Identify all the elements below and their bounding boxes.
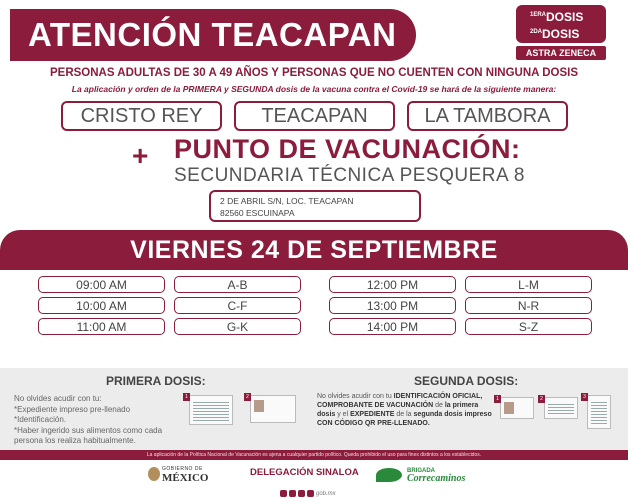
vaccine-badge: ASTRA ZENECA <box>516 46 606 60</box>
address-box <box>209 190 421 222</box>
brigada-correcaminos-logo: BRIGADA Correcaminos <box>407 468 466 484</box>
audience-text: PERSONAS ADULTAS DE 30 A 49 AÑOS Y PERSONAS QUE NO CUENTEN CON NINGUNA DOSIS <box>49 67 579 79</box>
place-teacapan: TEACAPAN <box>234 101 395 131</box>
plus-icon: + <box>132 140 149 171</box>
time-slot: 10:00 AM <box>38 297 165 314</box>
order-note: La aplicación y orden de la PRIMERA y SEGUNDA dosis de la vacuna contra el Covid-19 se hará de la siguiente manera: <box>71 84 557 94</box>
dose-badge <box>516 5 606 43</box>
second-dose-title: SEGUNDA DOSIS: <box>414 374 519 388</box>
place-la-tambora: LA TAMBORA <box>407 101 568 131</box>
youtube-icon <box>307 490 314 497</box>
group-slot: A-B <box>174 276 301 293</box>
roadrunner-icon <box>376 468 402 482</box>
time-slot: 14:00 PM <box>329 318 456 335</box>
address-line1: 2 DE ABRIL S/N, LOC. TEACAPAN <box>220 196 354 206</box>
group-slot: N-R <box>465 297 592 314</box>
social-links <box>280 489 336 498</box>
id-card-image: 2 <box>250 395 296 423</box>
first-dose-title: PRIMERA DOSIS: <box>106 374 206 388</box>
vaccination-point-name: SECUNDARIA TÉCNICA PESQUERA 8 <box>174 165 525 186</box>
time-slot: 12:00 PM <box>329 276 456 293</box>
group-slot: S-Z <box>465 318 592 335</box>
time-slot: 09:00 AM <box>38 276 165 293</box>
expediente-qr-image: 3 <box>587 395 611 429</box>
vaccination-point-title: PUNTO DE VACUNACIÓN: <box>174 134 521 164</box>
vaccination-receipt-image: 2 <box>544 397 578 419</box>
place-cristo-rey: CRISTO REY <box>61 101 222 131</box>
facebook-icon <box>280 490 287 497</box>
group-slot: G-K <box>174 318 301 335</box>
dose1-label: $^{1ERA}$DOSIS <box>530 10 584 24</box>
twitter-icon <box>289 490 296 497</box>
id-card-image: 1 <box>500 397 534 419</box>
page-title: ATENCIÓN TEACAPAN <box>10 9 416 61</box>
address-line2: 82560 ESCUINAPA <box>220 208 295 218</box>
time-slot: 13:00 PM <box>329 297 456 314</box>
delegacion-sinaloa-logo: DELEGACIÓN SINALOA <box>250 467 359 478</box>
first-dose-requirements: No olvides acudir con tu: *Expediente impreso pre-llenado *Identificación. *Haber ingerido sus alimentos como cada persona los realiza habitualmente. <box>14 394 163 445</box>
legal-disclaimer: La aplicación de la Política Nacional de Vacunación es ajena a cualquier partido político. Queda prohibido el uso para fines distintos a los establecidos. <box>0 450 628 460</box>
expediente-document-image: 1 <box>189 395 233 425</box>
gobierno-shield-icon <box>148 467 160 481</box>
second-dose-requirements: No olvides acudir con tu IDENTIFICACIÓN OFICIAL, COMPROBANTE DE VACUNACIÓN de la primera dosis y el EXPEDIENTE de la segunda dosis impreso CON CÓDIGO QR PRE-LLENADO. <box>317 393 492 427</box>
gobierno-mexico-logo: GOBIERNO DE MÉXICO <box>162 466 209 484</box>
time-slot: 11:00 AM <box>38 318 165 335</box>
group-slot: C-F <box>174 297 301 314</box>
date-banner: VIERNES 24 DE SEPTIEMBRE <box>0 230 628 270</box>
social-handle: gob.mx <box>316 490 336 497</box>
dose2-label: $^{2DA}$DOSIS <box>530 27 580 41</box>
instagram-icon <box>298 490 305 497</box>
group-slot: L-M <box>465 276 592 293</box>
